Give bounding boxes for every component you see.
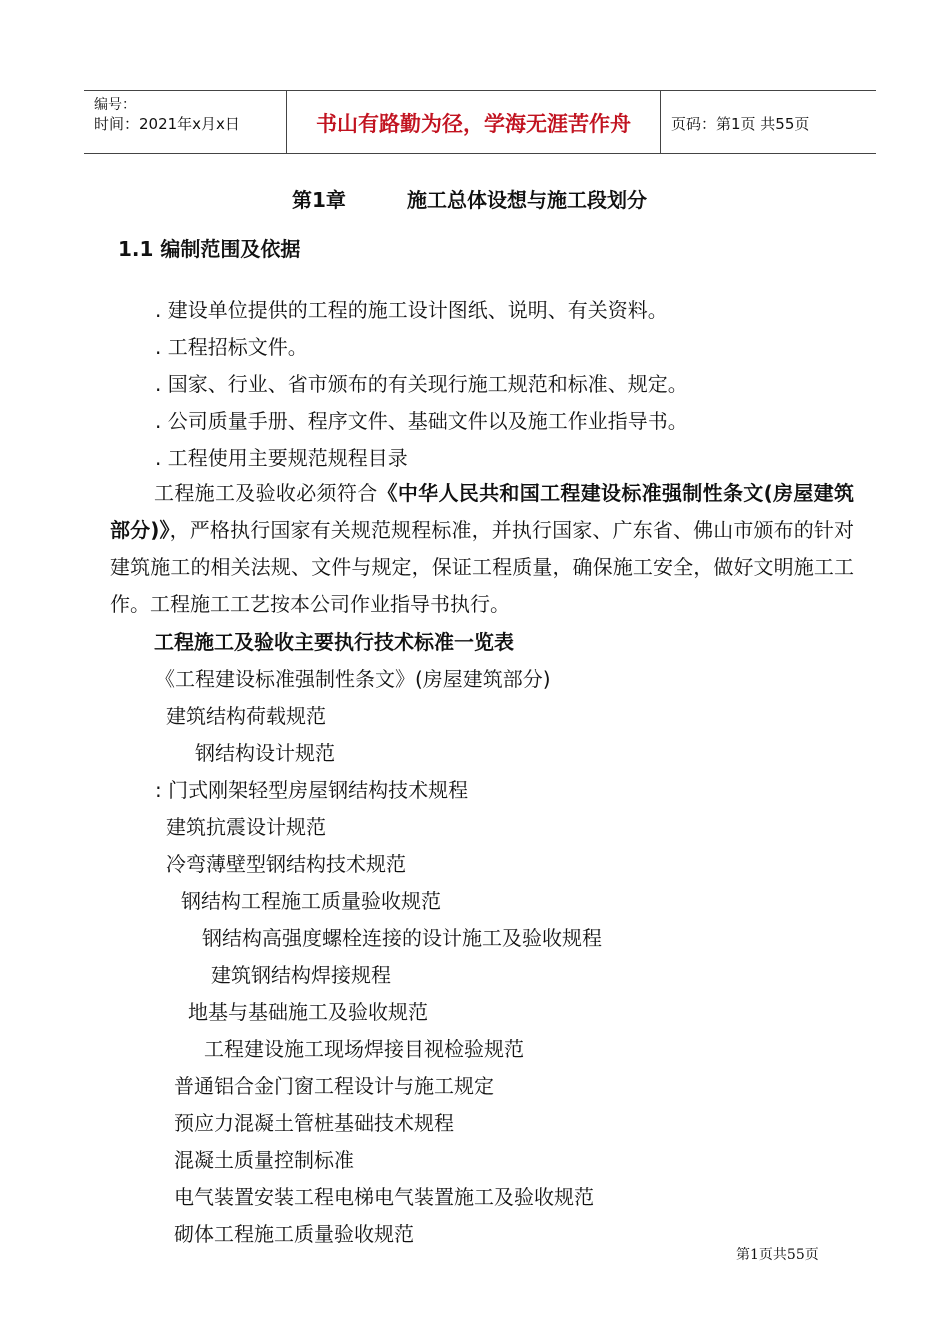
page-header (84, 90, 876, 154)
standard-item: 混凝土质量控制标准 (174, 1148, 354, 1172)
header-meta-cell (84, 91, 287, 153)
standard-item: 冷弯薄壁型钢结构技术规范 (166, 852, 406, 876)
header-page-cell (661, 91, 876, 153)
chapter-number: 第1章 (292, 188, 346, 212)
standard-item: : 门式刚架轻型房屋钢结构技术规程 (155, 778, 469, 802)
basis-item: . 建设单位提供的工程的施工设计图纸、说明、有关资料。 (155, 298, 668, 322)
basis-item: . 工程使用主要规范规程目录 (155, 446, 408, 470)
basis-item: . 公司质量手册、程序文件、基础文件以及施工作业指导书。 (155, 409, 688, 433)
document-number-label: 编号： (94, 97, 136, 113)
standard-item: 钢结构工程施工质量验收规范 (181, 889, 441, 913)
standard-item: 普通铝合金门窗工程设计与施工规定 (174, 1074, 494, 1098)
document-date: 时间：2021年x月x日 (94, 115, 240, 133)
header-motto-cell (287, 91, 661, 153)
basis-item: . 工程招标文件。 (155, 335, 308, 359)
standard-item: 预应力混凝土管桩基础技术规程 (174, 1111, 454, 1135)
basis-item: . 国家、行业、省市颁布的有关现行施工规范和标准、规定。 (155, 372, 688, 396)
paragraph-body: ，严格执行国家有关规范规程标准，并执行国家、广东省、佛山市颁布的针对建筑施工的相关法规、文件与规定，保证工程质量，确保施工安全，做好文明施工工作。工程施工工艺按本公司作业指导书执行。 (110, 518, 855, 616)
standard-item: 建筑抗震设计规范 (166, 815, 326, 839)
paragraph-standard-title: 《中华人民共和国工程建设标准强制性条文(房屋建筑部分)》 (110, 481, 855, 542)
standard-item: 《工程建设标准强制性条文》(房屋建筑部分) (155, 667, 551, 691)
paragraph-intro: 工程施工及验收必须符合 (154, 481, 378, 505)
section-title: 1.1 编制范围及依据 (118, 237, 301, 261)
header-page-info: 页码：第1页 共55页 (671, 115, 810, 133)
header-motto: 书山有路勤为径，学海无涯苦作舟 (316, 112, 631, 136)
standard-item: 建筑结构荷载规范 (166, 704, 326, 728)
compliance-paragraph (110, 475, 854, 623)
standard-item: 工程建设施工现场焊接目视检验规范 (204, 1037, 524, 1061)
standard-item: 建筑钢结构焊接规程 (211, 963, 391, 987)
standards-heading: 工程施工及验收主要执行技术标准一览表 (154, 630, 514, 654)
standard-item: 钢结构高强度螺栓连接的设计施工及验收规程 (202, 926, 602, 950)
standard-item: 地基与基础施工及验收规范 (188, 1000, 428, 1024)
standard-item: 钢结构设计规范 (195, 741, 335, 765)
standard-item: 砌体工程施工质量验收规范 (174, 1222, 414, 1246)
standard-item: 电气装置安装工程电梯电气装置施工及验收规范 (174, 1185, 594, 1209)
chapter-title: 施工总体设想与施工段划分 (407, 188, 647, 212)
footer-page-number: 第1页共55页 (736, 1247, 819, 1263)
